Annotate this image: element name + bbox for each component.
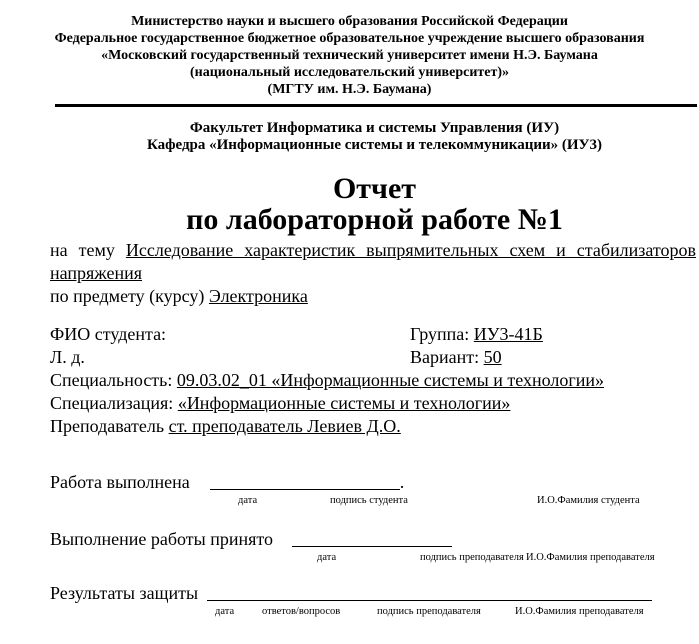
student-fio-label: ФИО студента: <box>50 324 167 344</box>
signature-section <box>0 471 699 619</box>
defense-answers-questions-caption: ответов/вопросов <box>262 606 341 617</box>
work-done-student-signature-caption: подпись студента <box>330 495 408 506</box>
ministry-header <box>0 0 699 98</box>
work-done-period: . <box>399 472 405 492</box>
ministry-line: Министерство науки и высшего образования Российской Федерации <box>131 14 568 29</box>
faculty-line: Факультет Информатика и системы Управления (ИУ) <box>189 120 560 136</box>
defense-date-caption: дата <box>215 606 235 617</box>
topic-line-2 <box>50 262 696 285</box>
defense-results-row <box>0 582 699 619</box>
teacher-value: ст. преподаватель Левиев Д.О. <box>168 416 401 436</box>
defense-teacher-signature-caption: подпись преподавателя <box>377 606 481 617</box>
course-prefix: по предмету (курсу) <box>50 286 205 306</box>
teacher-row <box>50 415 696 438</box>
variant-label: Вариант: <box>410 347 480 367</box>
topic-block <box>0 239 699 308</box>
topic-value-part1: Исследование характеристик выпрямительных схем и стабилизаторов <box>125 240 697 260</box>
work-accepted-label: Выполнение работы принято <box>50 529 274 549</box>
variant-field <box>410 346 502 369</box>
speciality-value: 09.03.02_01 «Информационные системы и технологии» <box>176 370 605 390</box>
institution-type-line: Федеральное государственное бюджетное образовательное учреждение высшего образования <box>54 31 645 46</box>
defense-results-label: Результаты защиты <box>50 583 199 603</box>
work-accepted-teacher-signature-caption: подпись преподавателя <box>420 552 524 563</box>
university-status-line: (национальный исследовательский университет)» <box>189 65 510 80</box>
group-field <box>410 323 543 346</box>
work-accepted-blank-field <box>292 546 452 547</box>
work-accepted-teacher-name-caption: И.О.Фамилия преподавателя <box>526 552 655 563</box>
work-accepted-line <box>0 528 699 551</box>
group-value: ИУ3-41Б <box>473 324 543 344</box>
record-variant-row <box>50 346 696 369</box>
group-label: Группа: <box>410 324 470 344</box>
work-done-date-caption: дата <box>238 495 258 506</box>
work-done-blank-field <box>210 489 400 490</box>
speciality-label: Специальность: <box>50 370 173 390</box>
topic-prefix: на тему <box>50 240 115 260</box>
defense-teacher-name-caption: И.О.Фамилия преподавателя <box>515 606 644 617</box>
report-title-line1: Отчет <box>332 172 417 205</box>
faculty-block <box>0 120 699 154</box>
university-short-name-line: (МГТУ им. Н.Э. Баумана) <box>267 82 432 97</box>
work-done-label: Работа выполнена <box>50 472 190 492</box>
record-book-label: Л. д. <box>50 347 85 367</box>
work-accepted-date-caption: дата <box>317 552 337 563</box>
defense-results-blank-field <box>207 600 652 601</box>
specialization-row <box>50 392 696 415</box>
defense-results-line <box>0 582 699 605</box>
work-done-row <box>0 471 699 508</box>
work-accepted-row <box>0 528 699 565</box>
student-info-block <box>0 323 699 438</box>
university-name-line: «Московский государственный технический университет имени Н.Э. Баумана <box>101 48 598 63</box>
work-done-student-name-caption: И.О.Фамилия студента <box>537 495 640 506</box>
department-line: Кафедра «Информационные системы и телекоммуникации» (ИУ3) <box>146 137 603 153</box>
report-title <box>0 173 699 235</box>
course-line <box>50 285 696 308</box>
teacher-label: Преподаватель <box>50 416 165 436</box>
topic-value-part2: напряжения <box>50 263 143 283</box>
work-done-line <box>0 471 699 494</box>
topic-line-1 <box>50 239 696 262</box>
student-group-row <box>50 323 696 346</box>
variant-value: 50 <box>483 347 502 367</box>
header-divider <box>55 104 697 107</box>
speciality-row <box>50 369 696 392</box>
report-title-line2: по лабораторной работе №1 <box>186 203 563 236</box>
specialization-value: «Информационные системы и технологии» <box>177 393 511 413</box>
specialization-label: Специализация: <box>50 393 174 413</box>
course-value: Электроника <box>208 286 308 306</box>
